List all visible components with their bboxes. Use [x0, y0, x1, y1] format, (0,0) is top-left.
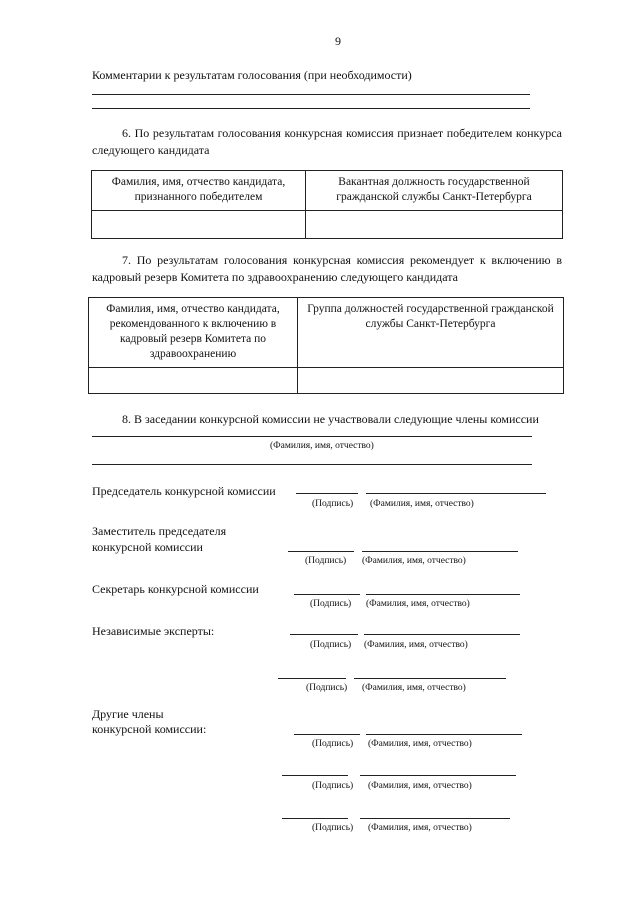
member3-sign-line	[282, 818, 348, 819]
member2-fio-caption: (Фамилия, имя, отчество)	[368, 781, 472, 791]
winner-table-cell-position	[306, 211, 563, 239]
chairman-sign-line	[296, 493, 358, 494]
comments-line-1	[92, 94, 530, 95]
absent-fio-caption: (Фамилия, имя, отчество)	[270, 441, 374, 451]
deputy-label-line1: Заместитель председателя	[92, 524, 227, 538]
secretary-label: Секретарь конкурсной комиссии	[92, 582, 259, 596]
expert2-fio-caption: (Фамилия, имя, отчество)	[362, 683, 466, 693]
section8-text: 8. В заседании конкурсной комиссии не участвовали следующие члены комиссии	[122, 412, 539, 426]
expert1-fio-caption: (Фамилия, имя, отчество)	[364, 640, 468, 650]
member1-fio-line	[366, 734, 522, 735]
comments-label: Комментарии к результатам голосования (при необходимости)	[92, 68, 412, 82]
expert2-sign-line	[278, 678, 346, 679]
reserve-table	[88, 297, 564, 394]
member1-sign-caption: (Подпись)	[312, 739, 354, 749]
reserve-table-header-group: Группа должностей государственной гражданской службы Санкт-Петербурга	[298, 298, 564, 368]
others-label-line2: конкурсной комиссии:	[92, 722, 207, 736]
chairman-sign-caption: (Подпись)	[312, 499, 354, 509]
expert1-fio-line	[364, 634, 520, 635]
winner-table-header-fio: Фамилия, имя, отчество кандидата, признанного победителем	[92, 171, 306, 211]
reserve-table-header-fio: Фамилия, имя, отчество кандидата, рекомендованного к включению в кадровый резерв Комитета по здравоохранению	[89, 298, 298, 368]
comments-line-2	[92, 108, 530, 109]
page-number: 9	[335, 34, 341, 48]
winner-table	[91, 170, 563, 239]
section6-text: 6. По результатам голосования конкурсная комиссия признает победителем конкурса следующего кандидата	[92, 126, 562, 157]
secretary-fio-line	[366, 594, 520, 595]
deputy-fio-caption: (Фамилия, имя, отчество)	[362, 556, 466, 566]
winner-table-cell-fio	[92, 211, 306, 239]
chairman-label: Председатель конкурсной комиссии	[92, 484, 276, 498]
deputy-fio-line	[362, 551, 518, 552]
reserve-table-cell-fio	[89, 368, 298, 394]
member1-fio-caption: (Фамилия, имя, отчество)	[368, 739, 472, 749]
chairman-fio-line	[366, 493, 546, 494]
member2-fio-line	[360, 775, 516, 776]
others-label-line1: Другие члены	[92, 707, 164, 721]
expert1-sign-caption: (Подпись)	[310, 640, 352, 650]
deputy-sign-caption: (Подпись)	[305, 556, 347, 566]
secretary-sign-line	[294, 594, 360, 595]
deputy-sign-line	[288, 551, 354, 552]
secretary-fio-caption: (Фамилия, имя, отчество)	[366, 599, 470, 609]
member3-fio-line	[360, 818, 510, 819]
member1-sign-line	[294, 734, 360, 735]
member2-sign-caption: (Подпись)	[312, 781, 354, 791]
absent-line-2	[92, 464, 532, 465]
member3-sign-caption: (Подпись)	[312, 823, 354, 833]
experts-label: Независимые эксперты:	[92, 624, 215, 638]
member3-fio-caption: (Фамилия, имя, отчество)	[368, 823, 472, 833]
absent-line-1	[92, 436, 532, 437]
winner-table-header-position: Вакантная должность государственной гражданской службы Санкт-Петербурга	[306, 171, 563, 211]
expert2-sign-caption: (Подпись)	[306, 683, 348, 693]
section7-text: 7. По результатам голосования конкурсная комиссия рекомендует к включению в кадровый резерв Комитета по здравоохранению следующего кандидата	[92, 253, 562, 284]
chairman-fio-caption: (Фамилия, имя, отчество)	[370, 499, 474, 509]
deputy-label-line2: конкурсной комиссии	[92, 540, 203, 554]
expert1-sign-line	[290, 634, 358, 635]
secretary-sign-caption: (Подпись)	[310, 599, 352, 609]
expert2-fio-line	[354, 678, 506, 679]
member2-sign-line	[282, 775, 348, 776]
reserve-table-cell-group	[298, 368, 564, 394]
